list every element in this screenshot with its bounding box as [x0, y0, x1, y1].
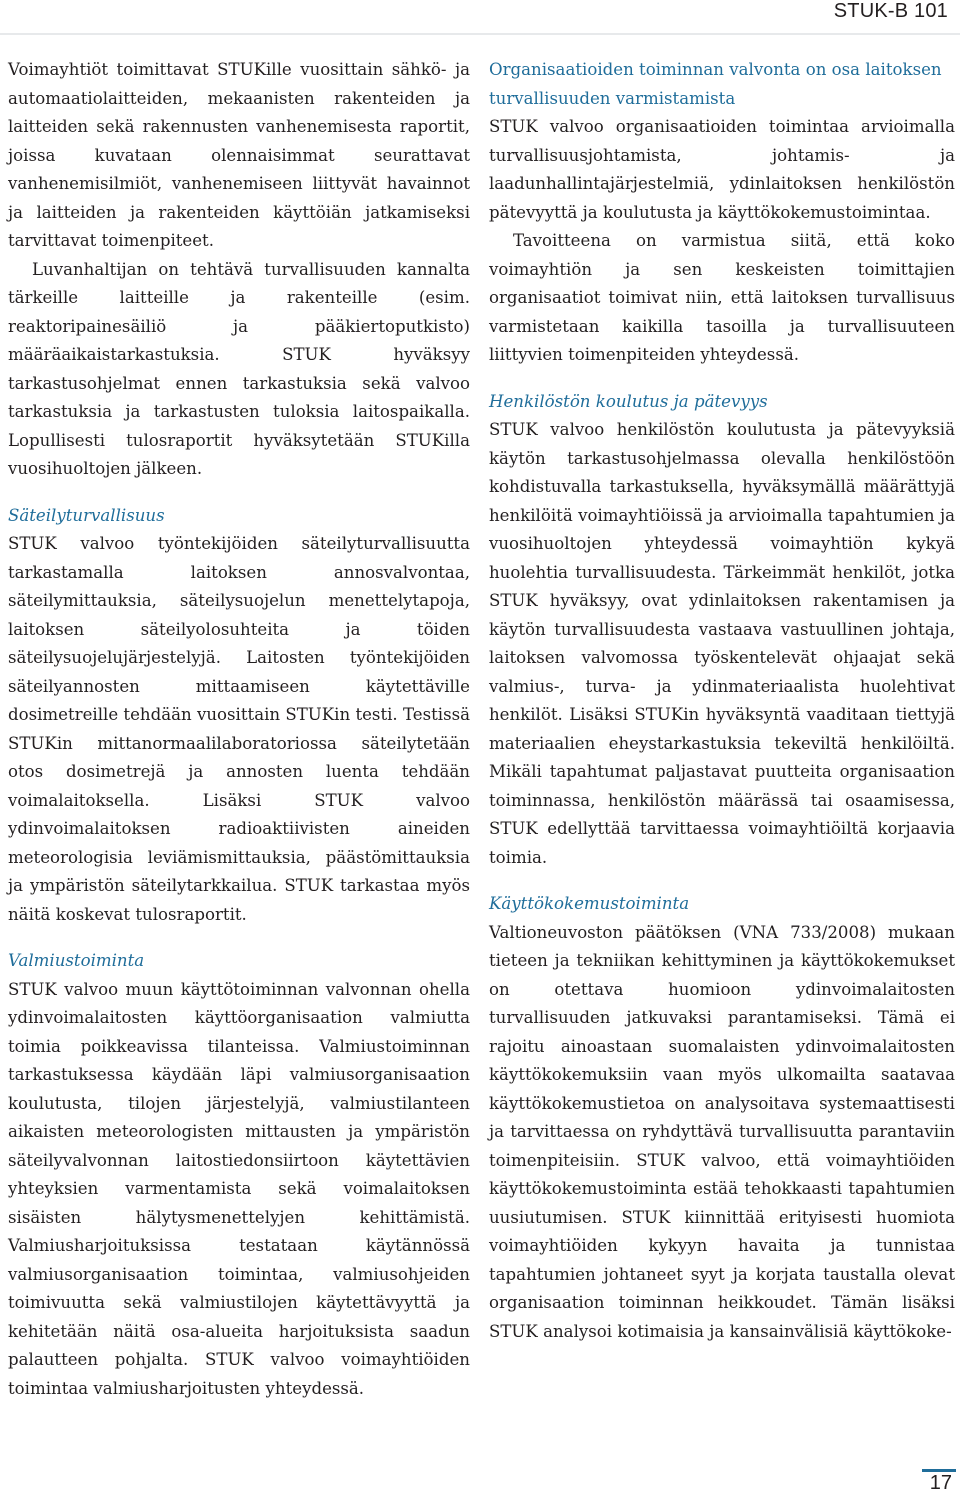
- section-heading-koulutus: Henkilöstön koulutus ja pätevyys: [489, 391, 768, 411]
- document-code: STUK-B 101: [833, 0, 948, 22]
- body-paragraph: Voimayhtiöt toimittavat STUKille vuosittain sähkö- ja automaatiolaitteiden, mekaanisten rakenteiden ja laitteiden sekä rakennusten vanhenemisesta raportit, joissa kuvataan olennaisimmat seurattavat vanhenemisilmiöt, vanhenemiseen liittyvät havainnot ja laitteiden ja rakenteiden käyttöiän jatkamiseksi tarvittavat toimenpiteet.: [8, 60, 470, 250]
- body-paragraph: Valtioneuvoston päätöksen (VNA 733/2008) mukaan tieteen ja tekniikan kehittyminen ja käyttökokemukset on otettava huomioon ydinvoimalaitosten turvallisuuden jatkuvaksi parantamiseksi. Tämä ei rajoitu ainoastaan suomalaisten ydinvoimalaitosten käyttökokemuksiin vaan myös ulkomailta saatavaa käyttökokemustietoa on analysoitava systemaattisesti ja tarvittaessa on ryhdyttävä turvallisuutta parantaviin toimenpiteisiin. STUK valvoo, että voimayhtiöiden käyttökokemustoiminta estää tehokkaasti tapahtumien uusiutumisen. STUK kiinnittää erityisesti huomiota voimayhtiöiden kykyyn havaita ja tunnistaa tapahtumien johtaneet syyt ja korjata taustalla olevat organisaation toiminnan heikkoudet. Tämän lisäksi STUK analysoi kotimaisia ja kansainvälisiä käyttökoke-: [489, 922, 955, 1341]
- left-column: [8, 56, 470, 1403]
- section-heading-sateilyturvallisuus: Säteilyturvallisuus: [8, 505, 165, 525]
- body-paragraph: STUK valvoo henkilöstön koulutusta ja pätevyyksiä käytön tarkastusohjelmassa olevalla henkilöstöön kohdistuvalla tarkastuksella, hyväksymällä määrättyjä henkilöitä voimayhtiöissä ja arvioimalla tapahtumien ja vuosihuoltojen yhteydessä voimayhtiön kykyä huolehtia turvallisuudesta. Tärkeimmät henkilöt, jotka STUK hyväksyy, ovat ydinlaitoksen rakentamisen ja käytön turvallisuudesta vastaava vastuullinen johtaja, laitoksen valvomossa työskentelevät ohjaajat sekä valmius-, turva- ja ydinmateriaalista huolehtivat henkilöt. Lisäksi STUKin hyväksyntä vaaditaan tiettyjä materiaalien eheystarkastuksia tekeviltä henkilöiltä. Mikäli tapahtumat paljastavat puutteita organisaation toiminnassa, henkilöstön määrässä tai osaamisessa, STUK edellyttää tarvittaessa voimayhtiöiltä korjaavia toimia.: [489, 420, 955, 867]
- body-paragraph: STUK valvoo organisaatioiden toimintaa arvioimalla turvallisuusjohtamista, johtamis- ja laadunhallintajärjestelmiä, ydinlaitoksen henkilöstön pätevyyttä ja koulutusta ja käyttökokemustoimintaa.: [489, 117, 955, 222]
- section-heading-kayttokokemus: Käyttökokemustoiminta: [489, 894, 690, 913]
- body-paragraph: STUK valvoo muun käyttötoiminnan valvonnan ohella ydinvoimalaitosten käyttöorganisaation valmiutta toimia poikkeavissa tilanteissa. Valmiustoiminnan tarkastuksessa käydään läpi valmiusorganisaation koulutusta, tilojen järjestelyjä, valmiustilanteen aikaisten meteorologisten mittausten ja ympäristön säteilyvalvonnan laitostiedonsiirtoon käytettävien yhteyksien varmentamista sekä voimalaitoksen sisäisten hälytysmenettelyjen kehittämistä. Valmiusharjoituksissa testataan käytännössä valmiusorganisaation toimintaa, valmiusohjeiden toimivuutta sekä valmiustilojen käytettävyyttä ja kehitetään näitä osa-alueita harjoituksista saadun palautteen pohjalta. STUK valvoo voimayhtiöiden toimintaa valmiusharjoitusten yhteydessä.: [8, 979, 470, 1398]
- right-column: [489, 56, 955, 1346]
- body-paragraph: Tavoitteena on varmistua siitä, että koko voimayhtiön ja sen keskeisten toimittajien organisaatiot toimivat niin, että laitoksen turvallisuus varmistetaan kaikilla tasoilla ja turvallisuuteen liittyvien toimenpiteiden yhteydessä.: [489, 231, 955, 364]
- header-divider: [0, 33, 960, 35]
- body-paragraph: Luvanhaltijan on tehtävä turvallisuuden kannalta tärkeille laitteille ja rakenteille (esim. reaktoripainesäiliö ja pääkiertoputkisto) määräaikaistarkastuksia. STUK hyväksyy tarkastusohjelmat ennen tarkastuksia sekä valvoo tarkastuksia ja tarkastusten tuloksia laitospaikalla. Lopullisesti tulosraportit hyväksytetään STUKilla vuosihuoltojen jälkeen.: [8, 259, 470, 478]
- page-number: 17: [929, 1472, 952, 1494]
- section-heading-valmiustoiminta: Valmiustoiminta: [8, 951, 145, 970]
- section-heading-organisaatiot: Organisaatioiden toiminnan valvonta on osa laitoksen turvallisuuden varmistamista: [489, 60, 942, 108]
- body-paragraph: STUK valvoo työntekijöiden säteilyturvallisuutta tarkastamalla laitoksen annosvalvontaa, säteilymittauksia, säteilysuojelun menettelytapoja, laitoksen säteilyolosuhteita ja töiden säteilysuojelujärjestelyjä. Laitosten työntekijöiden säteilyannosten mittaamiseen käytettäville dosimetreille tehdään vuosittain STUKin testi. Testissä STUKin mittanormaalilaboratoriossa säteilytetään otos dosimetrejä ja annosten luenta tehdään voimalaitoksella. Lisäksi STUK valvoo ydinvoimalaitoksen radioaktiivisten aineiden meteorologisia leviämismittauksia, päästömittauksia ja ympäristön säteilytarkkailua. STUK tarkastaa myös näitä koskevat tulosraportit.: [8, 534, 470, 924]
